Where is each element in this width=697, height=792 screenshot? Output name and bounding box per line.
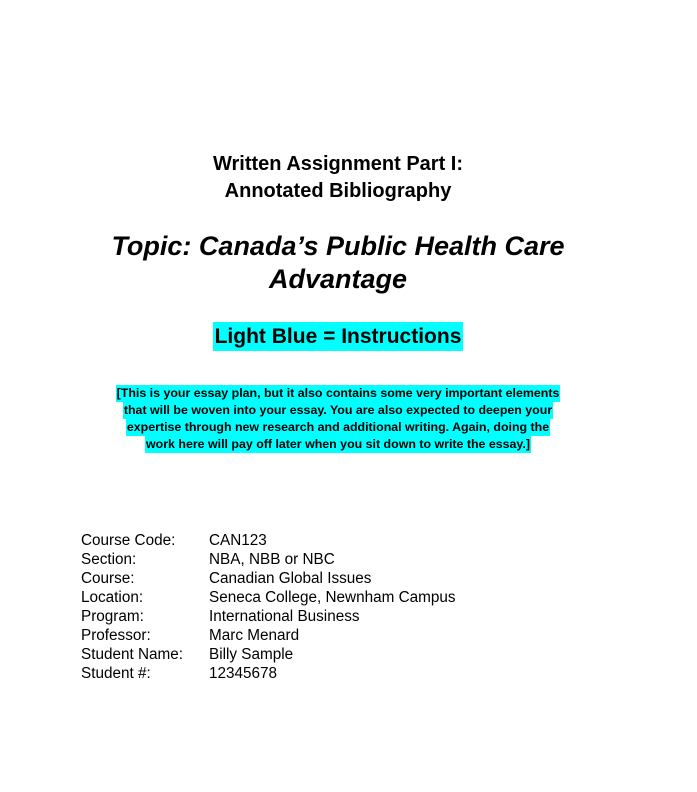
course-info-row [81, 645, 456, 664]
section-label: Section: [81, 551, 137, 568]
course-info-table [81, 531, 456, 683]
program-label: Program: [81, 608, 144, 625]
course-code-label: Course Code: [81, 532, 176, 549]
instructions-paragraph [60, 385, 616, 453]
topic-heading [0, 230, 676, 296]
course-info-row [81, 531, 456, 550]
instructions-line: expertise through new research and additional writing. Again, doing the [126, 420, 550, 434]
student-number-value: 12345678 [209, 665, 278, 682]
professor-label: Professor: [81, 627, 151, 644]
instructions-line: [This is your essay plan, but it also contains some very important elements [116, 386, 560, 400]
topic-heading-line-2: Advantage [268, 264, 408, 294]
student-number-label: Student #: [81, 665, 151, 682]
instructions-line: work here will pay off later when you sit down to write the essay.] [146, 437, 530, 451]
course-label: Course: [81, 570, 135, 587]
professor-value: Marc Menard [209, 627, 300, 644]
assignment-title-line-1: Written Assignment Part I: [212, 153, 464, 175]
section-value: NBA, NBB or NBC [209, 551, 335, 568]
legend-instructions-label: Light Blue = Instructions [213, 322, 464, 351]
course-value: Canadian Global Issues [209, 570, 372, 587]
course-info-row [81, 569, 456, 588]
program-value: International Business [209, 608, 360, 625]
course-code-value: CAN123 [209, 532, 267, 549]
student-name-label: Student Name: [81, 646, 184, 663]
student-name-value: Billy Sample [209, 646, 294, 663]
location-label: Location: [81, 589, 144, 606]
color-legend [0, 322, 676, 351]
assignment-title [0, 151, 676, 205]
course-info-row [81, 550, 456, 569]
location-value: Seneca College, Newnham Campus [209, 589, 456, 606]
topic-heading-line-1: Topic: Canada’s Public Health Care [111, 231, 565, 261]
course-info-row [81, 588, 456, 607]
course-info-row [81, 607, 456, 626]
course-info-row [81, 626, 456, 645]
assignment-title-line-2: Annotated Bibliography [224, 180, 452, 202]
instructions-line: that will be woven into your essay. You are also expected to deepen your [123, 403, 553, 417]
course-info-row [81, 664, 456, 683]
